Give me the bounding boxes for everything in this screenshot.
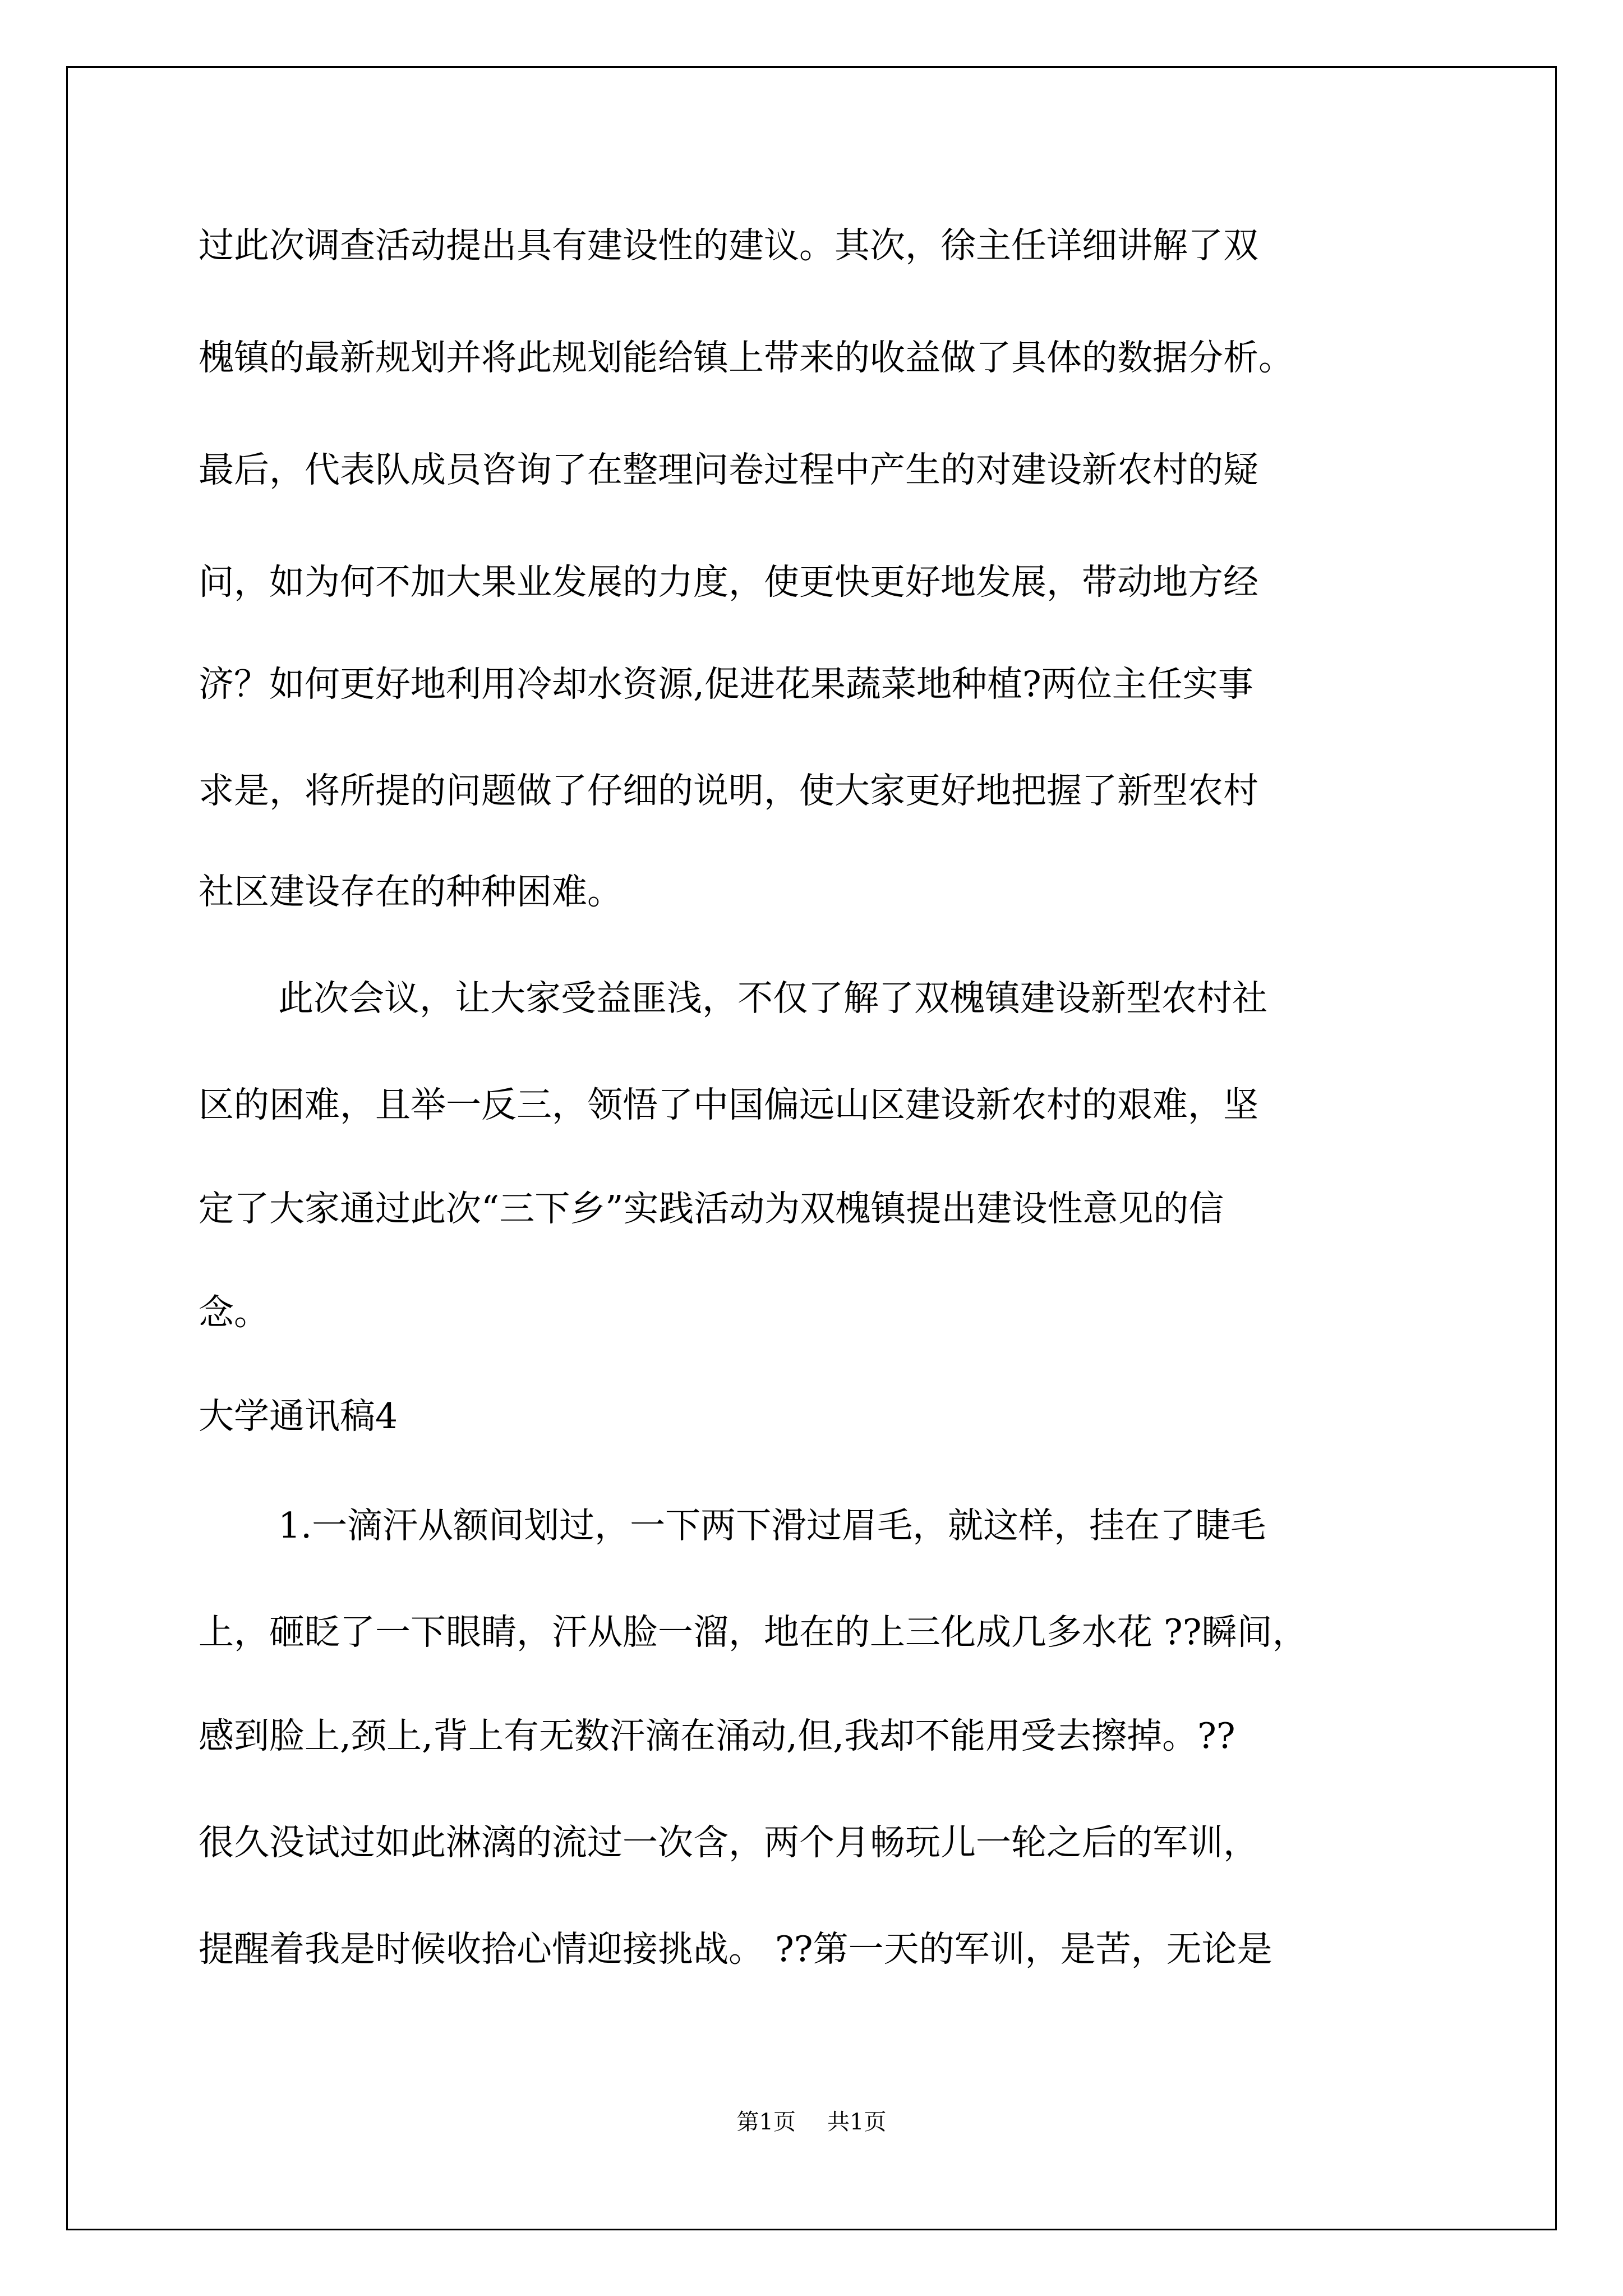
text-line-8: 此次会议，让大家受益匪浅，不仅了解了双槐镇建设新型农村社 [278,978,1267,1019]
text-line-1: 过此次调查活动提出具有建设性的建议。其次，徐主任详细讲解了双 [199,225,1258,266]
page-footer [0,2108,1623,2136]
text-line-11: 念。 [199,1292,269,1333]
text-line-14: 上，砸眨了一下眼睛，汗从脸一溜，地在的上三化成几多水花 ??瞬间， [199,1612,1308,1653]
text-line-4: 问，如为何不加大果业发展的力度，使更快更好地发展，带动地方经 [199,562,1258,602]
text-line-17: 提醒着我是时候收拾心情迎接挑战。 ??第一天的军训，是苦，无论是 [199,1929,1272,1970]
text-line-16: 很久没试过如此淋漓的流过一次含，两个月畅玩儿一轮之后的军训， [199,1822,1258,1863]
text-line-6: 求是，将所提的问题做了仔细的说明，使大家更好地把握了新型农村 [199,770,1258,811]
text-line-2: 槐镇的最新规划并将此规划能给镇上带来的收益做了具体的数据分析。 [199,337,1294,378]
text-line-10: 定了大家通过此次“三下乡”实践活动为双槐镇提出建设性意见的信 [199,1188,1224,1229]
text-line-13: 1.一滴汗从额间划过，一下两下滑过眉毛，就这样，挂在了睫毛 [278,1505,1266,1546]
text-line-7: 社区建设存在的种种困难。 [199,871,623,912]
section-title: 大学通讯稿4 [199,1396,398,1437]
page-border [66,66,1557,2230]
text-line-3: 最后，代表队成员咨询了在整理问卷过程中产生的对建设新农村的疑 [199,449,1258,490]
text-line-9: 区的困难，且举一反三，领悟了中国偏远山区建设新农村的艰难，坚 [199,1084,1258,1125]
text-line-15: 感到脸上,颈上,背上有无数汗滴在涌动,但,我却不能用受去擦掉。?? [199,1715,1235,1756]
page-total: 共1页 [827,2109,887,2135]
text-line-5: 济？如何更好地利用冷却水资源,促进花果蔬菜地种植?两位主任实事 [199,664,1253,705]
page-number: 第1页 [736,2109,796,2135]
